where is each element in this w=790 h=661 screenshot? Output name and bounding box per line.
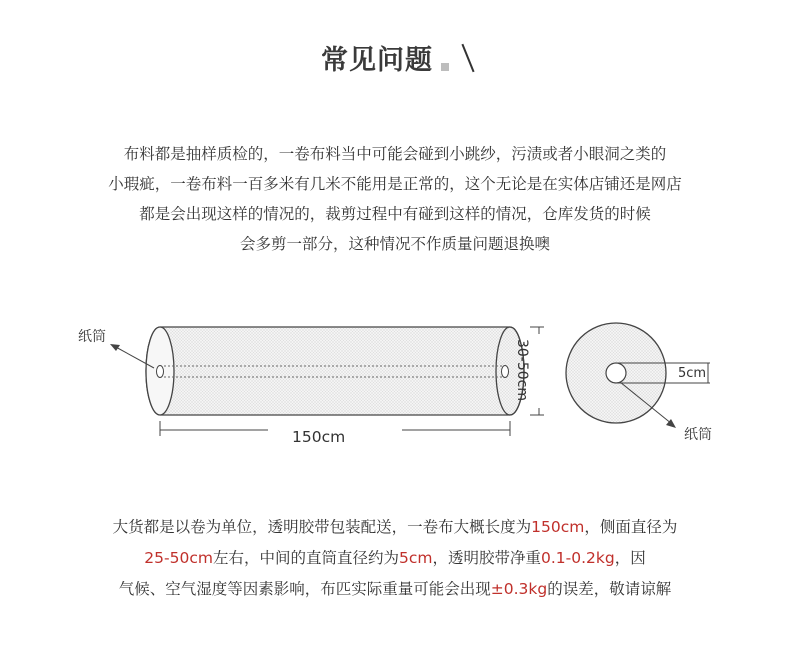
inner-diameter-label: 5cm xyxy=(678,366,707,381)
note-text: 的误差，敬请谅解 xyxy=(547,580,672,598)
page-title xyxy=(0,38,790,77)
note-highlight: 25-50cm xyxy=(144,549,213,567)
paragraph-line: 小瑕疵，一卷布料一百多米有几米不能用是正常的，这个无论是在实体店铺还是网店 xyxy=(108,175,682,193)
paragraph-line: 会多剪一部分，这种情况不作质量问题退换噢 xyxy=(239,235,550,253)
note-highlight: 150cm xyxy=(531,518,585,536)
note-text: 气候、空气湿度等因素影响，布匹实际重量可能会出现 xyxy=(118,580,491,598)
note-text: ，侧面直径为 xyxy=(584,518,678,536)
note-line-2 xyxy=(40,543,750,574)
page-title-text: 常见问题 xyxy=(321,45,433,76)
note-highlight: ±0.3kg xyxy=(490,580,548,598)
paper-tube-label-right: 纸筒 xyxy=(684,427,712,443)
title-slash-decoration xyxy=(461,44,474,73)
note-text: ，因 xyxy=(614,549,646,567)
roll-illustration xyxy=(0,300,790,470)
title-dot-decoration xyxy=(441,63,449,71)
note-text: 左右，中间的直筒直径约为 xyxy=(212,549,399,567)
paper-tube-label-left: 纸筒 xyxy=(78,329,106,345)
paragraph-line: 都是会出现这样的情况的，裁剪过程中有碰到这样的情况，仓库发货的时候 xyxy=(139,205,651,223)
note-text: ，透明胶带净重 xyxy=(432,549,541,567)
note-line-3 xyxy=(40,574,750,605)
diameter-label: 30-50cm xyxy=(514,338,531,402)
quality-paragraph xyxy=(40,139,750,259)
packaging-note xyxy=(40,512,750,605)
diameter-dimension xyxy=(530,327,544,415)
length-label: 150cm xyxy=(292,428,346,446)
fabric-roll-side-view xyxy=(146,327,524,415)
note-text: 大货都是以卷为单位，透明胶带包装配送，一卷布大概长度为 xyxy=(112,518,532,536)
note-line-1 xyxy=(40,512,750,543)
paragraph-line: 布料都是抽样质检的，一卷布料当中可能会碰到小跳纱，污渍或者小眼洞之类的 xyxy=(123,145,667,163)
fabric-roll-diagram xyxy=(0,300,790,474)
note-highlight: 5cm xyxy=(398,549,433,567)
note-highlight: 0.1-0.2kg xyxy=(540,549,615,567)
